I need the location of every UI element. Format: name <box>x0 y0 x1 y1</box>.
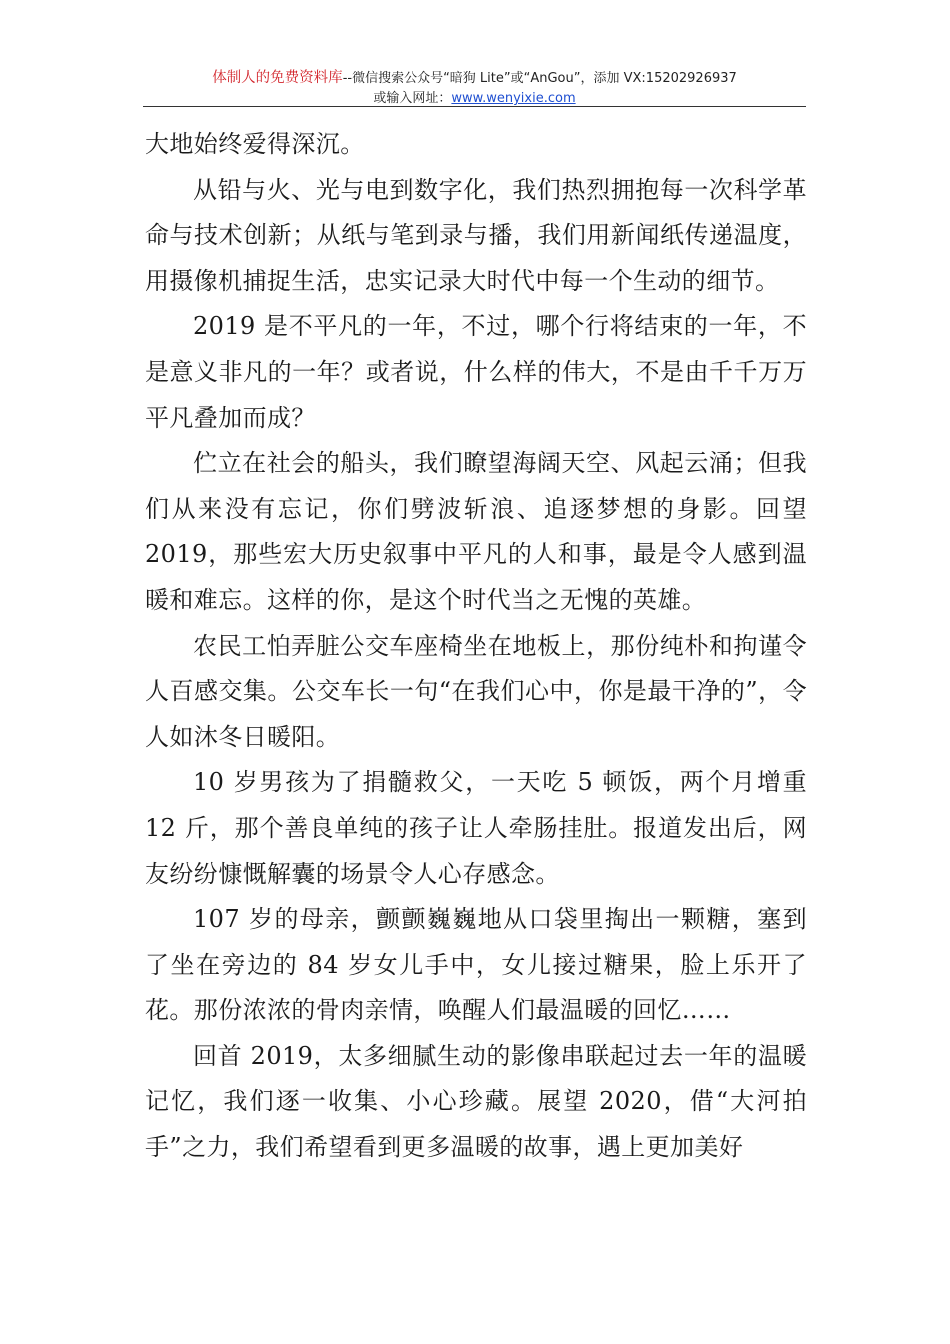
paragraph: 从铅与火、光与电到数字化，我们热烈拥抱每一次科学革命与技术创新；从纸与笔到录与播，我们用新闻纸传递温度，用摄像机捕捉生活，忠实记录大时代中每一个生动的细节。 <box>145 175 807 295</box>
document-body <box>145 122 807 1171</box>
header-divider <box>143 106 806 107</box>
paragraph: 伫立在社会的船头，我们瞭望海阔天空、风起云涌；但我们从来没有忘记，你们劈波斩浪、追逐梦想的身影。回望 2019，那些宏大历史叙事中平凡的人和事，最是令人感到温暖和难忘。这样的你，是这个时代当之无愧的英雄。 <box>145 449 807 614</box>
header-note: --微信搜索公众号“暗狗 Lite”或“AnGou”，添加 VX:15202926937 <box>342 71 737 86</box>
paragraph: 大地始终爱得深沉。 <box>145 130 365 158</box>
paragraph: 107 岁的母亲，颤颤巍巍地从口袋里掏出一颗糖，塞到了坐在旁边的 84 岁女儿手中，女儿接过糖果，脸上乐开了花。那份浓浓的骨肉亲情，唤醒人们最温暖的回忆…… <box>145 905 807 1025</box>
page-header <box>143 68 806 109</box>
paragraph: 农民工怕弄脏公交车座椅坐在地板上，那份纯朴和拘谨令人百感交集。公交车长一句“在我们心中，你是最干净的”，令人如沐冬日暖阳。 <box>145 631 807 751</box>
website-link[interactable]: www.wenyixie.com <box>451 91 576 106</box>
header-line-1 <box>143 68 806 89</box>
paragraph: 10 岁男孩为了捐髓救父，一天吃 5 顿饭，两个月增重 12 斤，那个善良单纯的孩子让人牵肠挂肚。报道发出后，网友纷纷慷慨解囊的场景令人心存感念。 <box>145 768 807 888</box>
paragraph: 回首 2019，太多细腻生动的影像串联起过去一年的温暖记忆，我们逐一收集、小心珍藏。展望 2020，借“大河拍手”之力，我们希望看到更多温暖的故事，遇上更加美好 <box>145 1041 807 1162</box>
paragraph: 2019 是不平凡的一年，不过，哪个行将结束的一年，不是意义非凡的一年？或者说，什么样的伟大，不是由千千万万平凡叠加而成？ <box>145 312 807 432</box>
url-label: 或输入网址： <box>373 91 452 106</box>
brand-name: 体制人的免费资料库 <box>212 70 343 86</box>
